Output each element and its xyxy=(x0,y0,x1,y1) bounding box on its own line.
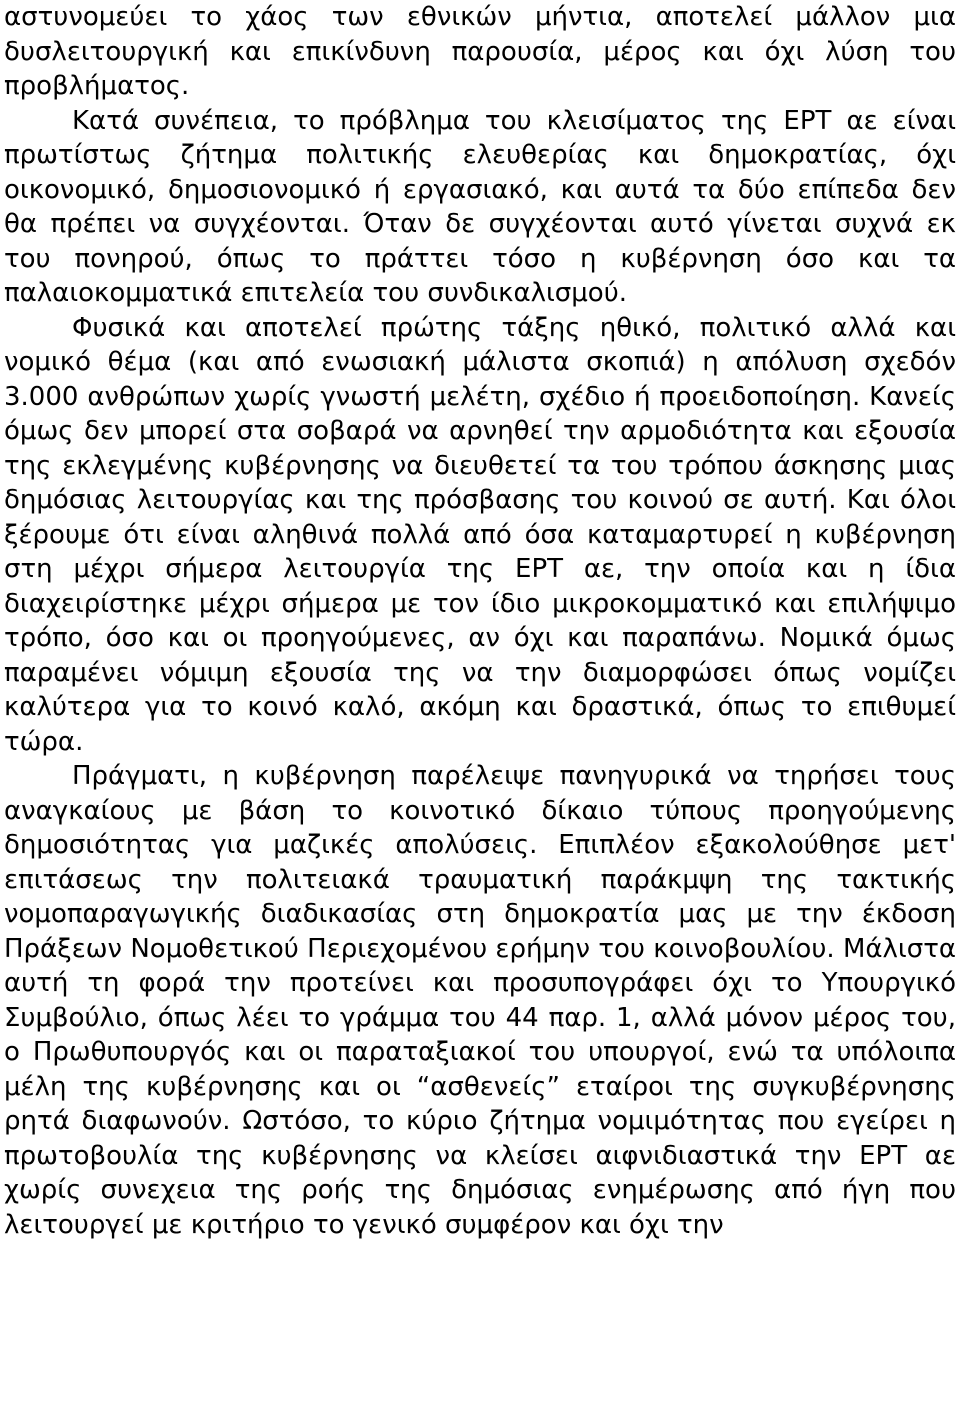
paragraph-dismissals-issue: Φυσικά και αποτελεί πρώτης τάξης ηθικό, πολιτικό αλλά και νομικό θέμα (και από ενωσιακή μάλιστα σκοπιά) η απόλυση σχεδόν 3.000 ανθρώπων χωρίς γνωστή μελέτη, σχέδιο ή προειδοποίηση. Κανείς όμως δεν μπορεί στα σοβαρά να αρνηθεί την αρμοδιότητα και εξουσία της εκλεγμένης κυβέρνησης να διευθετεί τα του τρόπου άσκησης μιας δημόσιας λειτουργίας και της πρόσβασης του κοινού σε αυτή. Και όλοι ξέρουμε ότι είναι αληθινά πολλά από όσα καταμαρτυρεί η κυβέρνηση στη μέχρι σήμερα λειτουργία της ΕΡΤ αε, την οποία και η ίδια διαχειρίστηκε μέχρι σήμερα με τον ίδιο μικροκομματικό και επιλήψιμο τρόπο, όσο και οι προηγούμενες, αν όχι και παραπάνω. Νομικά όμως παραμένει νόμιμη εξουσία της να την διαμορφώσει όπως νομίζει καλύτερα για το κοινό καλό, ακόμη και δραστικά, όπως το επιθυμεί τώρα. xyxy=(4,312,956,757)
document-page xyxy=(4,0,956,1242)
paragraph-continuation: αστυνομεύει το χάος των εθνικών μήντια, αποτελεί μάλλον μια δυσλειτουργική και επικίνδυνη παρουσία, μέρος και όχι λύση του προβλήματος. xyxy=(4,2,956,101)
paragraph-government-omission: Πράγματι, η κυβέρνηση παρέλειψε πανηγυρικά να τηρήσει τους αναγκαίους με βάση το κοινοτικό δίκαιο τύπους προηγούμενης δημοσιότητας για μαζικές απολύσεις. Επιπλέον εξακολούθησε μετ' επιτάσεως την πολιτειακά τραυματική παράκμψη της τακτικής νομοπαραγωγικής διαδικασίας στη δημοκρατία μας με την έκδοση Πράξεων Νομοθετικού Περιεχομένου ερήμην του κοινοβουλίου. Μάλιστα αυτή τη φορά την προτείνει και προσυπογράφει όχι το Υπουργικό Συμβούλιο, όπως λέει το γράμμα του 44 παρ. 1, αλλά μόνον μέρος του, ο Πρωθυπουργός και οι παραταξιακοί του υπουργοί, ενώ τα υπόλοιπα μέλη της κυβέρνησης και οι “ασθενείς” εταίροι της συγκυβέρνησης ρητά διαφωνούν. Ωστόσο, το κύριο ζήτημα νομιμότητας που εγείρει η πρωτοβουλία της κυβέρνησης να κλείσει αιφνιδιαστικά την ΕΡΤ αε χωρίς συνεχεια της ροής της δημόσιας ενημέρωσης από ήγη που λειτουργεί με κριτήριο το γενικό συμφέρον και όχι την xyxy=(4,761,956,1240)
paragraph-ert-closure-problem: Κατά συνέπεια, το πρόβλημα του κλεισίματος της ΕΡΤ αε είναι πρωτίστως ζήτημα πολιτικής ελευθερίας και δημοκρατίας, όχι οικονομικό, δημοσιονομικό ή εργασιακό, και αυτά τα δύο επίπεδα δεν θα πρέπει να συγχέονται. Όταν δε συγχέονται αυτό γίνεται συχνά εκ του πονηρού, όπως το πράττει τόσο η κυβέρνηση όσο και τα παλαιοκομματικά επιτελεία του συνδικαλισμού. xyxy=(4,105,956,308)
